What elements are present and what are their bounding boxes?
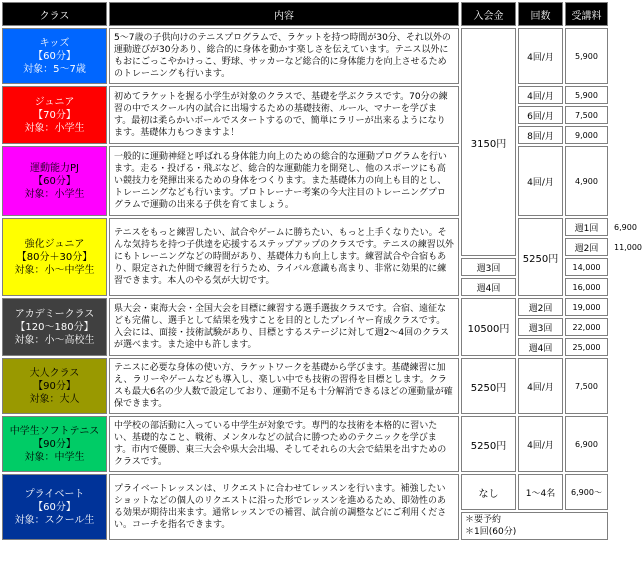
class-target: 対象：小学生	[24, 122, 85, 134]
class-duration: 【60分】	[33, 50, 76, 62]
class-name: 運動能力PJ	[30, 162, 79, 174]
class-name: アカデミークラス	[14, 308, 95, 320]
lesson-count: 週4回	[461, 278, 516, 296]
tuition-price: 25,000	[565, 338, 608, 356]
class-duration: 【60分】	[33, 175, 76, 187]
lesson-count: 週3回	[461, 258, 516, 276]
class-cell	[2, 298, 107, 356]
lesson-count: 4回/月	[518, 416, 563, 472]
header-class: クラス	[2, 2, 107, 26]
class-description: 5〜7歳の子供向けのテニスプログラムで、ラケットを持つ時間が30分、それ以外の運動遊びが30分あり、総合的に身体を動かす楽しさを伝えています。テニス以外にもおにごっこやかけっこ、野球、サッカーなど総合的に身体能力を向上させるためのトレーニングも行います。	[109, 28, 459, 84]
tuition-price: 9,000	[565, 126, 608, 144]
enrollment-fee: 3150円	[461, 28, 516, 256]
tuition-price: 7,500	[565, 358, 608, 414]
header-enrollment-fee: 入会金	[461, 2, 516, 26]
lesson-count: 週2回	[518, 298, 563, 316]
tuition-price: 6,900	[565, 416, 608, 472]
lesson-count: 4回/月	[518, 146, 563, 216]
class-target: 対象：小学生	[24, 188, 85, 200]
enrollment-fee: なし	[461, 474, 516, 510]
tuition-price: 22,000	[565, 318, 608, 336]
table-row	[2, 86, 610, 104]
class-target: 対象：中学生	[24, 451, 85, 463]
class-cell	[2, 146, 107, 216]
lesson-count: 週4回	[518, 338, 563, 356]
header-row	[2, 2, 610, 26]
tuition-price: 14,000	[565, 258, 608, 276]
header-count: 回数	[518, 2, 563, 26]
lesson-count: 週3回	[518, 318, 563, 336]
tuition-price: 16,000	[565, 278, 608, 296]
class-duration: 【60分】	[33, 501, 76, 513]
class-cell	[2, 416, 107, 472]
header-tuition: 受講料	[565, 2, 608, 26]
tuition-price: 4,900	[565, 146, 608, 216]
class-cell	[2, 218, 107, 296]
lesson-count: 4回/月	[518, 86, 563, 104]
private-notes	[461, 512, 608, 540]
enrollment-fee: 10500円	[461, 298, 516, 356]
class-description: プライベートレッスンは、リクエストに合わせてレッスンを行います。補強したいショットなどの個人のリクエストに沿った形でレッスンを進めるため、即効性のある効果が期待出来ます。通常レッスンでの補習、試合前の調整などにご利用ください。コーチを指名できます。	[109, 474, 459, 540]
class-cell	[2, 474, 107, 540]
class-cell	[2, 28, 107, 84]
table-row: 強化ジュニア 【80分＋30分】 対象：小〜中学生 テニスをもっと練習したい、試合やゲームに勝ちたい、もっと上手くなりたい。そんな気持ちを持つ子供達を応援するステップアップのクラスです。テニスの練習以外にもトレーニングなどの時間があり、基礎体力も向上します。練習試合や合宿もあり、限定された仲間で練習を行うため、ライバル意識も高まり、非常に効果的に練習できます。本人のやる気が大切です。 5250円 週1回 6,900	[2, 218, 610, 236]
lesson-count: 6回/月	[518, 106, 563, 124]
table-row	[2, 146, 610, 216]
header-content: 内容	[109, 2, 459, 26]
note-reservation: ＊要予約	[465, 515, 502, 525]
class-description: テニスをもっと練習したい、試合やゲームに勝ちたい、もっと上手くなりたい。そんな気持ちを持つ子供達を応援するステップアップのクラスです。テニスの練習以外にもトレーニングなどの時間があり、基礎体力も向上します。練習試合や合宿もあり、限定された仲間で練習を行うため、ライバル意識も高まり、非常に効果的に練習できます。本人のやる気が大切です。	[109, 218, 459, 296]
table-row	[2, 358, 610, 414]
table-row: 週2回 11,000	[2, 238, 610, 256]
enrollment-fee: 5250円	[461, 416, 516, 472]
class-duration: 【80分＋30分】	[16, 251, 93, 263]
table-row	[2, 298, 610, 316]
class-target: 対象：スクール生	[14, 514, 95, 526]
class-duration: 【120〜180分】	[15, 321, 94, 333]
lesson-count: 1〜4名	[518, 474, 563, 510]
class-duration: 【90分】	[33, 438, 76, 450]
class-cell	[2, 86, 107, 144]
class-name: 大人クラス	[29, 367, 80, 379]
class-description: 初めてラケットを握る小学生が対象のクラスで、基礎を学ぶクラスです。70分の練習の中でスクール内の試合に出場するための基礎技術、ルール、マナーを学びます。最初は柔らかいボールでスタートするので、簡単にラリーが出来るようになります。基礎体力もつきますよ！	[109, 86, 459, 144]
table-row	[2, 416, 610, 472]
class-target: 対象：小〜高校生	[14, 334, 95, 346]
lesson-count: 8回/月	[518, 126, 563, 144]
tuition-price: 7,500	[565, 106, 608, 124]
class-cell	[2, 358, 107, 414]
class-name: 中学生ソフトテニス	[9, 425, 100, 437]
lesson-count: 4回/月	[518, 28, 563, 84]
lesson-count: 4回/月	[518, 358, 563, 414]
lesson-count: 週1回	[565, 218, 608, 236]
lesson-count: 週2回	[565, 238, 608, 256]
class-name: ジュニア	[34, 96, 75, 108]
table-row	[2, 474, 610, 510]
tuition-price: 19,000	[565, 298, 608, 316]
tuition-price: 6,900〜	[565, 474, 608, 510]
class-description: テニスに必要な身体の使い方、ラケットワークを基礎から学びます。基礎練習に加え、ラリーやゲームなども導入し、楽しい中でも技術の習得を目標とします。クラスも最大6名の少人数で設定しており、運動不足も十分解消できるほどの運動量が確保できます。	[109, 358, 459, 414]
enrollment-fee: 5250円	[461, 358, 516, 414]
class-target: 対象：大人	[29, 393, 80, 405]
tuition-price: 5,900	[565, 28, 608, 84]
enrollment-fee: 5250円	[518, 218, 563, 296]
class-name: プライベート	[24, 488, 85, 500]
table-row	[2, 28, 610, 84]
class-target: 対象：5〜7歳	[23, 63, 86, 75]
class-name: 強化ジュニア	[24, 238, 85, 250]
class-description: 中学校の部活動に入っている中学生が対象です。専門的な技術を本格的に習いたい、基礎的なこと、戦術、メンタルなどの試合に勝つためのテクニックを学びます。市内で優勝、東三大会や県大会出場、そしてそれらの大会で結果を出すためのクラスです。	[109, 416, 459, 472]
class-name: キッズ	[39, 37, 70, 49]
class-duration: 【70分】	[33, 109, 76, 121]
class-duration: 【90分】	[33, 380, 76, 392]
class-description: 一般的に運動神経と呼ばれる身体能力向上のための総合的な運動プログラムを行います。走る・投げる・飛ぶなど、総合的な運動能力を開発し、他のスポーツにも高い競技力を発揮出来るための身体をつくります。また基礎体力の向上も目的とし、トレーニングなども行います。プロトレーナー考案の今大注目のトレーニングプログラムで運動の出来る子供を育てましょう。	[109, 146, 459, 216]
tuition-price: 5,900	[565, 86, 608, 104]
class-description: 県大会・東海大会・全国大会を目標に練習する選手選抜クラスです。合宿、遠征なども完備し、選手として結果を残すことを目的としたプレイヤー育成クラスです。入会には、面接・技術試験があり、目標とするステージに対して週2〜4回のクラスが選べます。また途中も許します。	[109, 298, 459, 356]
class-target: 対象：小〜中学生	[14, 264, 95, 276]
note-duration: ＊1回(60分)	[465, 527, 517, 537]
